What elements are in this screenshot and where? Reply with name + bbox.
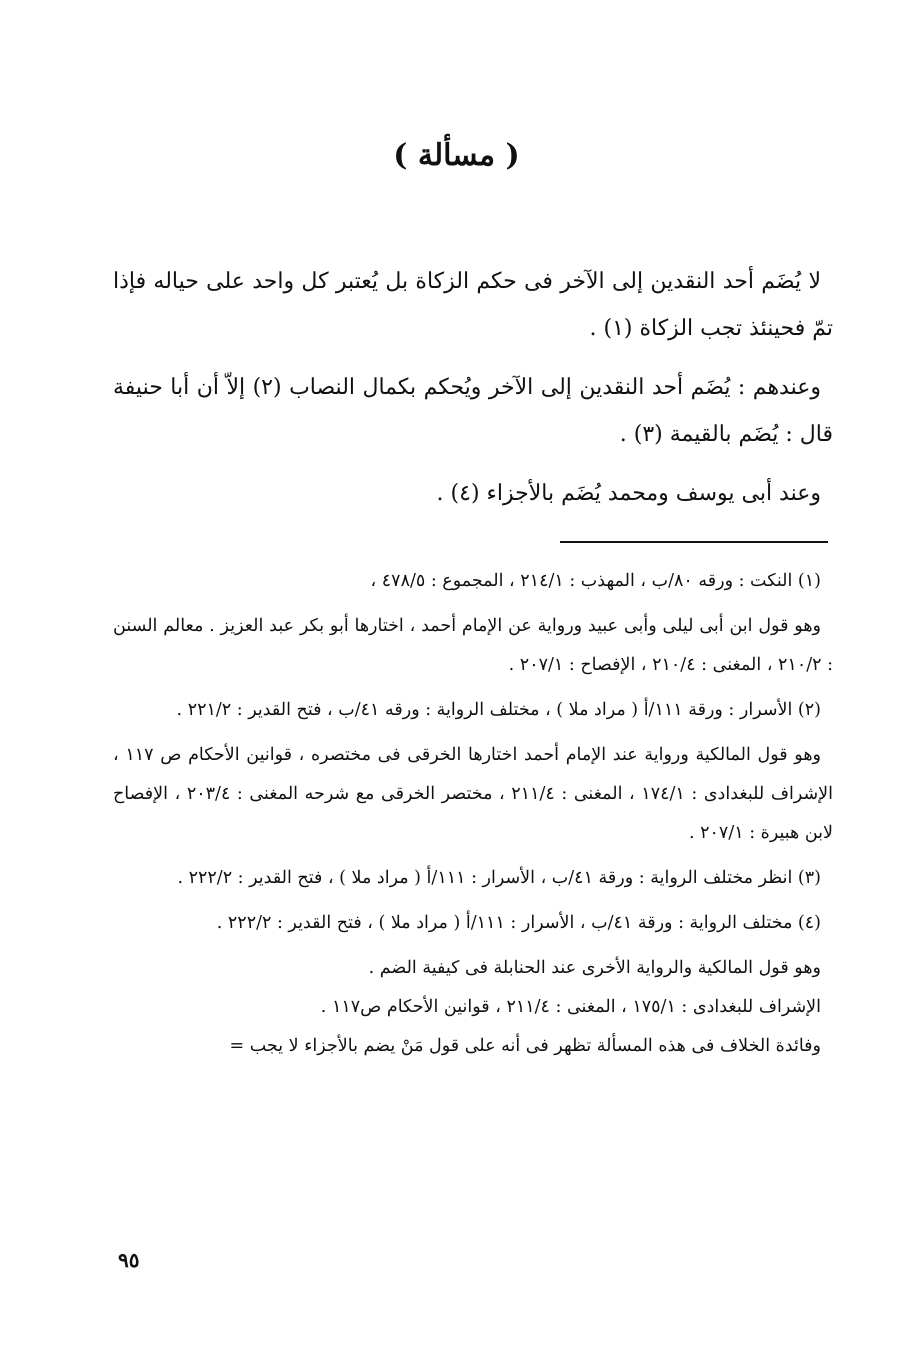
footnote-1-continued: وهو قول ابن أبى ليلى وأبى عبيد ورواية عن الإمام أحمد ، اختارها أبو بكر عبد العزيز . معالم السنن : ٢١٠/٢ ، المغنى : ٢١٠/٤ ، الإفصاح : ٢٠٧/١ . xyxy=(113,616,833,675)
footnote-4-continued: وهو قول المالكية والرواية الأخرى عند الحنابلة فى كيفية الضم . xyxy=(368,958,821,978)
footnote-4: (٤) مختلف الرواية : ورقة ٤١/ب ، الأسرار : ١١١/أ ( مراد ملا ) ، فتح القدير : ٢٢٢/٢ . xyxy=(216,913,821,933)
footnote-separator xyxy=(560,541,828,543)
footnotes xyxy=(113,562,833,1066)
footnote-2-continued: وهو قول المالكية ورواية عند الإمام أحمد اختارها الخرقى فى مختصره ، قوانين الأحكام ص ١١٧ ، الإشراف للبغدادى : ١٧٤/١ ، المغنى : ٢١١/٤ ، مختصر الخرقى مع شرحه المغنى : ٢٠٣/٤ ، الإفصاح لابن هبيرة : ٢٠٧/١ . xyxy=(113,745,833,843)
section-heading: ( مسألة ) xyxy=(393,138,520,173)
footnote-4-references: الإشراف للبغدادى : ١٧٥/١ ، المغنى : ٢١١/٤ ، قوانين الأحكام ص١١٧ . xyxy=(320,997,821,1017)
footnote-4-note: وفائدة الخلاف فى هذه المسألة تظهر فى أنه على قول مَنْ يضم بالأجزاء لا يجب = xyxy=(229,1036,821,1056)
paragraph-1: لا يُضَم أحد النقدين إلى الآخر فى حكم الزكاة بل يُعتبر كل واحد على حياله فإذا تمّ فحينئذ تجب الزكاة (١) . xyxy=(113,269,833,341)
paragraph-3: وعند أبى يوسف ومحمد يُضَم بالأجزاء (٤) . xyxy=(436,481,821,506)
footnote-2: (٢) الأسرار : ورقة ١١١/أ ( مراد ملا ) ، مختلف الرواية : ورقه ٤١/ب ، فتح القدير : ٢٢١/٢ . xyxy=(176,700,821,720)
main-text xyxy=(113,258,833,529)
paragraph-2: وعندهم : يُضَم أحد النقدين إلى الآخر ويُحكم بكمال النصاب (٢) إلاّ أن أبا حنيفة قال : يُضَم بالقيمة (٣) . xyxy=(113,375,833,447)
footnote-1: (١) النكت : ورقه ٨٠/ب ، المهذب : ٢١٤/١ ، المجموع : ٤٧٨/٥ ، xyxy=(370,571,821,591)
page-number: ٩٥ xyxy=(118,1248,140,1272)
footnote-3: (٣) انظر مختلف الرواية : ورقة ٤١/ب ، الأسرار : ١١١/أ ( مراد ملا ) ، فتح القدير : ٢٢٢/٢ . xyxy=(177,868,821,888)
